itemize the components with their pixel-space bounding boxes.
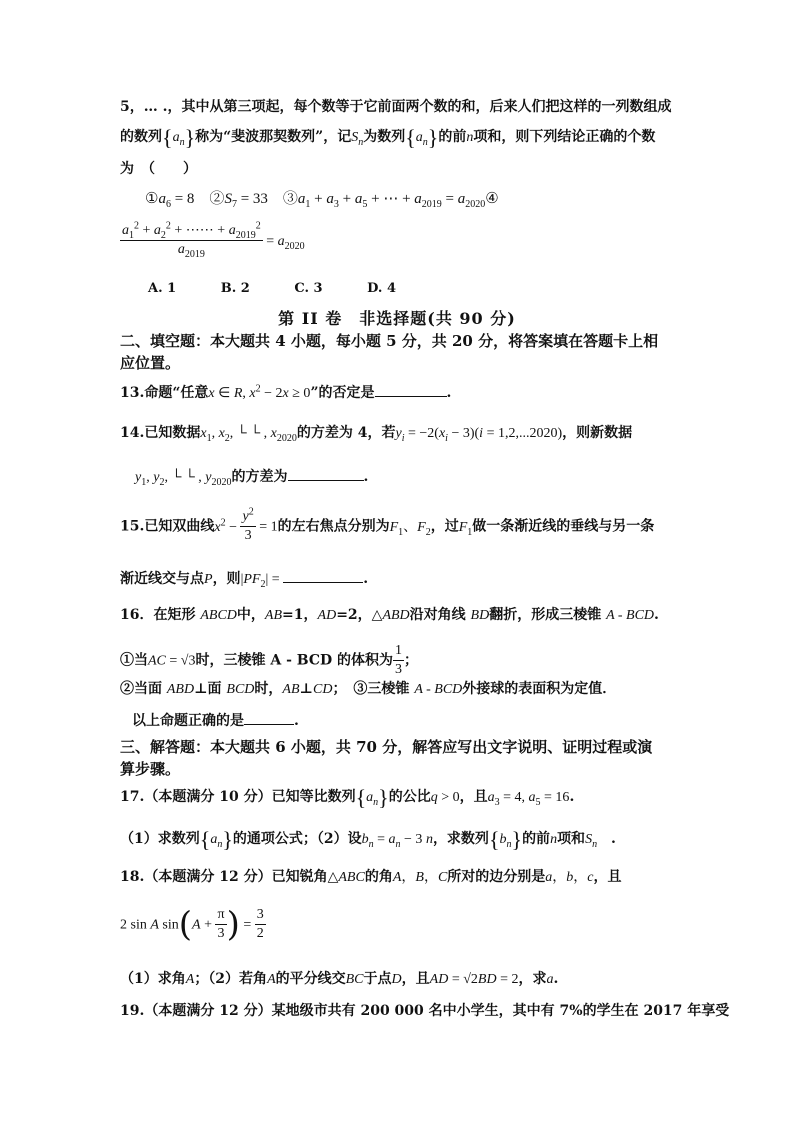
question-15-cont: 渐近线交与点P，则$|PF_2|$ = . (120, 568, 368, 591)
answer-blank (244, 710, 294, 725)
question-18: 18.（本题满分 12 分）已知锐角△ABC的角A，B，C所对的边分别是a，b，c，且 (120, 869, 622, 885)
question-16: 16．在矩形 ABCD中，AB=1，AD=2，△ABD沿对角线 BD翻折，形成三棱锥 A - BCD. (120, 607, 659, 623)
option-c: C. 3 (294, 281, 323, 296)
q12-options (148, 278, 436, 300)
option-a: A. 1 (148, 281, 177, 296)
fill-heading-1: 二、填空题：本大题共 4 小题，每小题 5 分，共 20 分，将答案填在答题卡上相 (120, 332, 659, 350)
question-16-statement-1: ①当AC = √3时，三棱锥 A - BCD 的体积为 $\frac{1}{3}$ ； (120, 643, 419, 677)
answer-blank (375, 382, 447, 397)
question-16-statement-2: ②当面 ABD⊥面 BCD时，AB⊥CD； ③三棱锥 A - BCD外接球的表面积为定值． (120, 681, 617, 697)
question-13: 13.命题“任意x ∈ R, $x^2 - 2x \ge 0$”的否定是 . (120, 383, 452, 401)
option-d: D. 4 (367, 281, 397, 296)
question-18-parts: （1）求角A；（2）若角A的平分线交BC于点D，且AD = √2BD = 2，求a. (120, 971, 559, 987)
solve-heading-2: 算步骤。 (120, 760, 181, 778)
option-b: B. 2 (220, 281, 250, 296)
answer-blank (283, 568, 363, 583)
solve-heading-1: 三、解答题：本大题共 6 小题，共 70 分，解答应写出文字说明、证明过程或演 (120, 738, 653, 756)
question-14: 14.已知数据$x_1$, $x_2$, └ └ , $x_{2020}$的方差为 4，若$y_i = -2(x_i - 3)(i = 1,2,...2020)$，则新数据 (120, 425, 633, 444)
q12-line1: 5，… .，其中从第三项起，每个数等于它前面两个数的和，后来人们把这样的一列数组成 (120, 99, 672, 115)
question-17-parts: （1）求数列$\{a_n\}$的通项公式；（2）设$b_n = a_n - 3$ n，求数列$\{b_n\}$的前n项和$S_n$ . (120, 826, 616, 852)
question-16-answer: 以上命题正确的是 . (132, 710, 299, 732)
q12-statement4: $\frac{a_1^2 + a_2^2 + \cdots\cdots + a_{2019}^2}{a_{2019}}$ = $a_{2020}$ (122, 220, 305, 260)
question-18-equation: 2 sin A sin(A + $\frac{\pi}{3}$ ) = $\frac{3}{2}$ (120, 904, 264, 945)
question-14-cont: $y_1$, $y_2$, └ └ , $y_{2020}$的方差为 . (135, 466, 368, 489)
question-19: 19.（本题满分 12 分）某地级市共有 200 000 名中小学生，其中有 7%的学生在 2017 年享受 (120, 1003, 730, 1019)
q12-statements: $①a_6 = 8$ $②S_7 = 33$ $③a_1 + a_3 + a_5$ + ⋯ + $a_{2019}$ = $a_{2020}④$ (145, 191, 499, 210)
q12-line3: 为 （ ） (120, 161, 197, 177)
question-17: 17.（本题满分 10 分）已知等比数列$\{a_n\}$的公比q > 0，且$a_3 = 4$, $a_5 = 16$. (120, 784, 575, 810)
part2-title: 第 II 卷 非选择题(共 90 分) (278, 309, 516, 328)
fill-heading-2: 应位置。 (120, 354, 181, 372)
q12-line2: 的数列$\{a_n\}$称为“斐波那契数列”，记$S_n$为数列$\{a_n\}$的前n项和，则下列结论正确的个数 (120, 124, 656, 150)
answer-blank (288, 466, 364, 481)
question-15: 15.已知双曲线$x^2$ − $\frac{y^2}{3}$ = 1的左右焦点分别为$F_1$、$F_2$，过$F_1$做一条渐近线的垂线与另一条 (120, 506, 655, 543)
